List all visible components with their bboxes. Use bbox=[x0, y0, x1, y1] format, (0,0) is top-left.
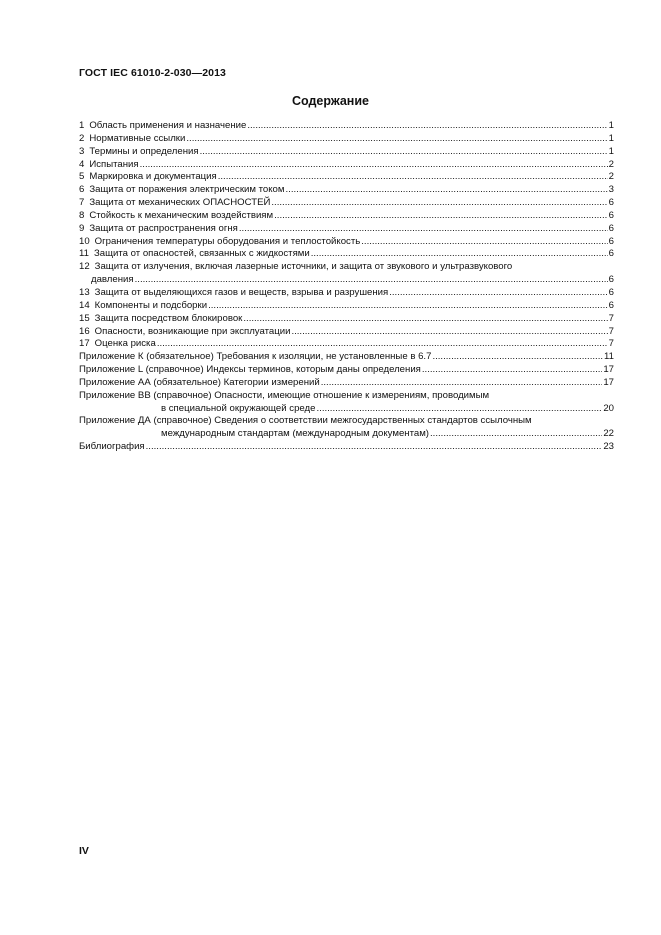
toc-text: Защита от выделяющихся газов и веществ, взрыва и разрушения bbox=[94, 286, 389, 298]
toc-text: Библиография bbox=[79, 441, 145, 453]
toc-text: Термины и определения bbox=[89, 145, 199, 157]
toc-leader bbox=[389, 287, 607, 300]
toc-text: Приложение АА (обязательное) Категории измерений bbox=[79, 376, 320, 388]
toc-number: 5 bbox=[79, 171, 85, 183]
toc-leader bbox=[146, 441, 603, 454]
toc-number: 17 bbox=[79, 338, 90, 350]
toc-text: Защита от поражения электрическим током bbox=[89, 184, 285, 196]
toc-page: 7 bbox=[608, 312, 614, 324]
table-of-contents bbox=[79, 120, 614, 454]
toc-leader bbox=[430, 428, 602, 441]
toc-entry-14[interactable] bbox=[79, 300, 614, 313]
toc-entry-annex-da[interactable] bbox=[79, 415, 614, 441]
toc-page: 2 bbox=[608, 158, 614, 170]
toc-number: 12 bbox=[79, 261, 90, 273]
toc-page: 6 bbox=[608, 209, 614, 221]
toc-entry-6[interactable] bbox=[79, 184, 614, 197]
toc-number: 1 bbox=[79, 120, 85, 131]
toc-number: 15 bbox=[79, 312, 90, 324]
toc-leader bbox=[218, 171, 608, 184]
toc-number: 9 bbox=[79, 222, 85, 234]
toc-page: 1 bbox=[608, 132, 614, 144]
toc-text: Приложение К (обязательное) Требования к изоляции, не установленные в 6.7 bbox=[79, 351, 432, 363]
toc-entry-5[interactable] bbox=[79, 171, 614, 184]
toc-page: 20 bbox=[603, 402, 614, 414]
toc-entry-4[interactable] bbox=[79, 159, 614, 172]
document-header: ГОСТ IEC 61010-2-030—2013 bbox=[79, 67, 226, 79]
toc-entry-10[interactable] bbox=[79, 236, 614, 249]
toc-leader bbox=[140, 159, 608, 172]
toc-number: 14 bbox=[79, 299, 90, 311]
toc-text: Приложение L (справочное) Индексы терминов, которым даны определения bbox=[79, 364, 421, 376]
toc-text: Компоненты и подсборки bbox=[94, 299, 208, 311]
toc-entry-bibliography[interactable] bbox=[79, 441, 614, 454]
toc-page: 3 bbox=[608, 184, 614, 196]
toc-entry-17[interactable] bbox=[79, 338, 614, 351]
toc-number: 13 bbox=[79, 286, 90, 298]
toc-number: 3 bbox=[79, 145, 85, 157]
toc-text: Защита от излучения, включая лазерные источники, и защита от звукового и ультразвукового bbox=[94, 261, 513, 273]
toc-leader bbox=[186, 133, 607, 146]
toc-number: 16 bbox=[79, 325, 90, 337]
toc-page: 6 bbox=[608, 299, 614, 311]
toc-page: 6 bbox=[608, 248, 614, 260]
toc-leader bbox=[274, 210, 608, 223]
toc-text: Защита от опасностей, связанных с жидкостями bbox=[93, 248, 310, 260]
toc-leader bbox=[286, 184, 608, 197]
toc-text: Область применения и назначение bbox=[89, 120, 247, 131]
toc-leader bbox=[361, 236, 607, 249]
toc-leader bbox=[200, 146, 608, 159]
toc-text: Нормативные ссылки bbox=[89, 132, 186, 144]
toc-text: Стойкость к механическим воздействиям bbox=[89, 209, 274, 221]
toc-page: 6 bbox=[608, 235, 614, 247]
toc-text: Маркировка и документация bbox=[89, 171, 217, 183]
toc-number: 2 bbox=[79, 132, 85, 144]
toc-entry-3[interactable] bbox=[79, 146, 614, 159]
toc-entry-annex-bb[interactable] bbox=[79, 390, 614, 416]
toc-number: 10 bbox=[79, 235, 90, 247]
toc-leader bbox=[157, 338, 608, 351]
toc-text: Ограничения температуры оборудования и теплостойкость bbox=[94, 235, 361, 247]
toc-text: Защита от распространения огня bbox=[89, 222, 238, 234]
toc-text: Приложение ВВ (справочное) Опасности, имеющие отношение к измерениям, проводимым bbox=[79, 389, 490, 401]
toc-leader bbox=[271, 197, 607, 210]
toc-leader bbox=[291, 326, 607, 339]
toc-entry-15[interactable] bbox=[79, 313, 614, 326]
toc-leader bbox=[321, 377, 603, 390]
toc-page: 1 bbox=[608, 120, 614, 131]
toc-page: 7 bbox=[608, 325, 614, 337]
toc-leader bbox=[135, 274, 608, 287]
toc-number: 8 bbox=[79, 209, 85, 221]
toc-entry-2[interactable] bbox=[79, 133, 614, 146]
toc-number: 4 bbox=[79, 158, 85, 170]
toc-entry-13[interactable] bbox=[79, 287, 614, 300]
toc-text: Оценка риска bbox=[94, 338, 156, 350]
toc-leader bbox=[311, 248, 608, 261]
toc-entry-12[interactable] bbox=[79, 261, 614, 287]
toc-page: 11 bbox=[604, 351, 614, 363]
toc-leader bbox=[422, 364, 602, 377]
toc-text-continuation: международным стандартам (международным документам) bbox=[161, 428, 429, 440]
toc-entry-16[interactable] bbox=[79, 326, 614, 339]
toc-page: 6 bbox=[608, 197, 614, 209]
toc-entry-1[interactable] bbox=[79, 120, 614, 133]
toc-page: 6 bbox=[608, 286, 614, 298]
toc-entry-9[interactable] bbox=[79, 223, 614, 236]
page-number: IV bbox=[79, 845, 89, 857]
toc-entry-annex-k[interactable] bbox=[79, 351, 614, 364]
toc-number: 7 bbox=[79, 197, 85, 209]
toc-leader bbox=[243, 313, 607, 326]
toc-leader bbox=[239, 223, 608, 236]
toc-leader bbox=[247, 120, 607, 133]
toc-page: 6 bbox=[608, 222, 614, 234]
toc-page: 17 bbox=[603, 364, 614, 376]
toc-page: 6 bbox=[608, 274, 614, 286]
toc-page: 17 bbox=[603, 376, 614, 388]
toc-page: 7 bbox=[608, 338, 614, 350]
toc-page: 22 bbox=[603, 428, 614, 440]
toc-text-continuation: давления bbox=[91, 274, 134, 286]
toc-text: Приложение ДА (справочное) Сведения о соответствии межгосударственных стандартов ссылочным bbox=[79, 415, 532, 427]
toc-page: 1 bbox=[608, 145, 614, 157]
toc-number: 11 bbox=[79, 248, 89, 260]
toc-page: 2 bbox=[608, 171, 614, 183]
toc-entry-annex-aa[interactable] bbox=[79, 377, 614, 390]
toc-leader bbox=[316, 403, 602, 416]
toc-text-continuation: в специальной окружающей среде bbox=[161, 402, 316, 414]
toc-entry-7[interactable] bbox=[79, 197, 614, 210]
toc-page: 23 bbox=[603, 441, 614, 453]
toc-number: 6 bbox=[79, 184, 85, 196]
toc-text: Испытания bbox=[89, 158, 139, 170]
toc-text: Опасности, возникающие при эксплуатации bbox=[94, 325, 291, 337]
toc-entry-11[interactable] bbox=[79, 248, 614, 261]
toc-leader bbox=[432, 351, 603, 364]
toc-text: Защита посредством блокировок bbox=[94, 312, 243, 324]
toc-entry-annex-l[interactable] bbox=[79, 364, 614, 377]
toc-text: Защита от механических ОПАСНОСТЕЙ bbox=[89, 197, 271, 209]
toc-leader bbox=[208, 300, 608, 313]
page-title: Содержание bbox=[291, 94, 369, 108]
toc-entry-8[interactable] bbox=[79, 210, 614, 223]
